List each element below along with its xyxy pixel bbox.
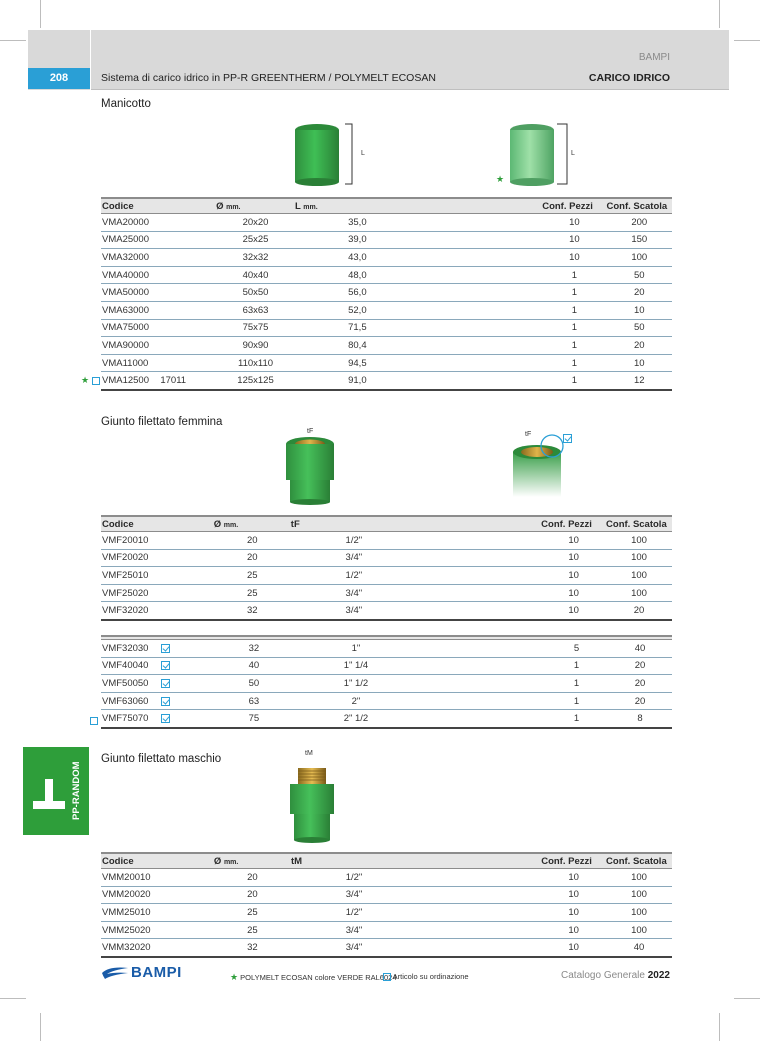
cell-d: 90x90 (216, 337, 295, 355)
row-markers (81, 375, 100, 386)
cell-d: 75x75 (216, 319, 295, 337)
cell-extra (160, 284, 216, 302)
star-icon: ★ (81, 375, 90, 385)
cell-pcs: 10 (542, 249, 606, 267)
cell-box: 100 (606, 886, 672, 904)
cell-d: 20x20 (216, 214, 295, 232)
cell-code: VMF25020 (101, 584, 160, 602)
legend-box: Articolo su ordinazione (383, 972, 469, 981)
cell-box: 100 (606, 904, 672, 922)
cell-pcs: 1 (542, 354, 606, 372)
cell-pcs: 10 (541, 886, 606, 904)
cell-code: VMA20000 (101, 214, 160, 232)
cell-d: 25 (214, 904, 291, 922)
cell-code: VMF20020 (101, 549, 160, 567)
cell-code: VMF50050 (101, 675, 161, 693)
cell-code: VMA63000 (101, 301, 160, 319)
cell-pcs: 1 (542, 372, 606, 390)
cell-code: VMA75000 (101, 319, 160, 337)
cell-d: 20 (214, 869, 291, 887)
cell-extra (160, 319, 216, 337)
cell-code: VMF32020 (101, 602, 160, 620)
table-row (101, 921, 672, 939)
cell-d: 110x110 (216, 354, 295, 372)
table-row (101, 231, 672, 249)
cell-pcs: 1 (542, 266, 606, 284)
cell-pcs: 10 (541, 869, 606, 887)
cell-t: 1" 1/4 (293, 657, 420, 675)
cell-code: VMM20020 (101, 886, 161, 904)
checkbox-icon (161, 714, 170, 723)
cell-box: 50 (606, 266, 672, 284)
checkbox-icon (161, 644, 170, 653)
cell-box: 10 (606, 301, 672, 319)
table-row (101, 640, 672, 658)
cell-t: 3/4" (291, 584, 417, 602)
cell-d: 40x40 (216, 266, 295, 284)
cell-pcs: 5 (545, 640, 608, 658)
cell-extra: 17011 (160, 372, 216, 390)
table-row (101, 904, 672, 922)
manicotto-table: Codice Ø mm. L mm. Conf. Pezzi Conf. Scatola VMA20000 20x20 35,0 10 200 VMA25000 25x25 39,0 10 150 VMA32000 32x32 43,0 10 100 VMA40000 40x40 48,0 1 50 VMA50000 50x50 56,0 1 20 VMA63000 63x63 52,0 1 10 VMA75000 75x75 71,5 1 50 VMA90000 90x90 80,4 1 20 VMA11000 110x110 94,5 1 10 VMA12500 17011 125x125 91,0 1 12 (101, 197, 672, 391)
crop-mark (40, 0, 41, 28)
cell-pcs: 10 (541, 904, 606, 922)
cell-pcs: 10 (542, 231, 606, 249)
header-brand: BAMPI (638, 52, 670, 63)
cell-code: VMF32030 (101, 640, 161, 658)
row-markers (90, 712, 98, 730)
order-box-icon (90, 717, 98, 725)
cell-code: VMM25010 (101, 904, 161, 922)
cell-l: 43,0 (295, 249, 420, 267)
header-subtitle: Sistema di carico idrico in PP-R GREENTHERM / POLYMELT ECOSAN (101, 72, 436, 84)
cell-extra (160, 231, 216, 249)
cell-code: VMM25020 (101, 921, 161, 939)
cell-d: 20 (214, 532, 291, 550)
femmina-title: Giunto filettato femmina (101, 416, 223, 428)
cell-d: 75 (215, 710, 292, 728)
cell-box: 40 (608, 640, 672, 658)
cell-t: 2" 1/2 (293, 710, 420, 728)
cell-code: VMF20010 (101, 532, 160, 550)
side-tab (23, 747, 89, 835)
cell-box: 20 (608, 692, 672, 710)
table-row (101, 567, 672, 585)
cell-pcs: 1 (542, 319, 606, 337)
femmina-table: Codice Ø mm. tF Conf. Pezzi Conf. Scatola VMF20010 20 1/2" 10 100 VMF20020 20 3/4" 10 100 VMF25010 25 1/2" 10 100 VMF25020 25 3/4" 10 100 VMF32020 32 3/4" 10 20 (101, 515, 672, 621)
cell-pcs: 1 (542, 337, 606, 355)
cell-t: 1/2" (291, 904, 417, 922)
dim-label-tf: tF (307, 428, 314, 435)
cell-t: 3/4" (291, 549, 417, 567)
cell-pcs: 10 (541, 602, 606, 620)
table-row (101, 939, 672, 957)
table-row (101, 266, 672, 284)
table-row (101, 710, 672, 728)
table-row (101, 549, 672, 567)
cell-code: VMA12500 (101, 372, 160, 390)
cell-d: 25x25 (216, 231, 295, 249)
cell-code: VMA40000 (101, 266, 160, 284)
manicotto-image-1 (290, 120, 380, 190)
cell-extra (160, 301, 216, 319)
cell-pcs: 1 (545, 657, 608, 675)
cell-l: 80,4 (295, 337, 420, 355)
cell-code: VMF75070 (101, 710, 161, 728)
cell-d: 32 (214, 602, 291, 620)
cell-d: 25 (214, 584, 291, 602)
cell-pcs: 1 (545, 710, 608, 728)
cell-t: 1/2" (291, 869, 417, 887)
cell-l: 39,0 (295, 231, 420, 249)
table-row (101, 657, 672, 675)
cell-box: 8 (608, 710, 672, 728)
cell-pcs: 1 (542, 301, 606, 319)
cell-box: 12 (606, 372, 672, 390)
crop-mark (0, 998, 26, 999)
cell-extra (160, 337, 216, 355)
cell-pcs: 10 (541, 584, 606, 602)
cell-pcs: 1 (545, 675, 608, 693)
cell-box: 10 (606, 354, 672, 372)
cell-l: 56,0 (295, 284, 420, 302)
cell-l: 71,5 (295, 319, 420, 337)
table-row (101, 372, 672, 390)
cell-d: 63x63 (216, 301, 295, 319)
cell-pcs: 10 (541, 567, 606, 585)
table-row (101, 301, 672, 319)
cell-code: VMA90000 (101, 337, 160, 355)
cell-extra (160, 354, 216, 372)
cell-box: 20 (606, 284, 672, 302)
footer-brand: BAMPI (131, 964, 182, 981)
side-tab-label: PP-RANDOM (71, 761, 82, 821)
cell-d: 25 (214, 567, 291, 585)
cell-box: 200 (606, 214, 672, 232)
cell-code: VMA11000 (101, 354, 160, 372)
star-icon: ★ (496, 174, 505, 184)
cell-t: 3/4" (291, 939, 417, 957)
cell-d: 63 (215, 692, 292, 710)
cell-l: 48,0 (295, 266, 420, 284)
table-row (101, 319, 672, 337)
cell-t: 3/4" (291, 602, 417, 620)
cell-pcs: 10 (541, 921, 606, 939)
cell-d: 50x50 (216, 284, 295, 302)
cell-l: 35,0 (295, 214, 420, 232)
table-row (101, 354, 672, 372)
cell-code: VMA25000 (101, 231, 160, 249)
table-row (101, 886, 672, 904)
table-row (101, 602, 672, 620)
cell-t: 1/2" (291, 567, 417, 585)
maschio-table: Codice Ø mm. tM Conf. Pezzi Conf. Scatola VMM20010 20 1/2" 10 100 VMM20020 20 3/4" 10 100 VMM25010 25 1/2" 10 100 VMM25020 25 3/4" 10 100 VMM32020 32 3/4" 10 40 (101, 852, 672, 958)
cell-pcs: 10 (541, 532, 606, 550)
table-row (101, 869, 672, 887)
cell-t: 2" (293, 692, 420, 710)
checkbox-icon (161, 679, 170, 688)
section-title: CARICO IDRICO (588, 72, 670, 84)
cell-code: VMA32000 (101, 249, 160, 267)
checkbox-icon (161, 661, 170, 670)
dim-label-l: L (571, 150, 575, 157)
tee-fitting-icon (31, 777, 67, 813)
cell-pcs: 1 (545, 692, 608, 710)
cell-d: 32 (214, 939, 291, 957)
table-row (101, 584, 672, 602)
cell-t: 1" 1/2 (293, 675, 420, 693)
cell-pcs: 1 (542, 284, 606, 302)
cell-d: 40 (215, 657, 292, 675)
cell-d: 125x125 (216, 372, 295, 390)
cell-d: 20 (214, 549, 291, 567)
cell-code: VMF40040 (101, 657, 161, 675)
table-row (101, 249, 672, 267)
checkbox-icon (563, 434, 572, 443)
table-row (101, 337, 672, 355)
cell-t: 3/4" (291, 886, 417, 904)
cell-pcs: 10 (541, 549, 606, 567)
cell-box: 50 (606, 319, 672, 337)
cell-extra (160, 214, 216, 232)
page-number: 208 (28, 68, 90, 89)
cell-box: 20 (606, 602, 672, 620)
cell-box: 20 (608, 675, 672, 693)
cell-code: VMF63060 (101, 692, 161, 710)
cell-box: 100 (606, 532, 672, 550)
crop-mark (719, 1013, 720, 1041)
cell-code: VMM20010 (101, 869, 161, 887)
cell-t: 1" (293, 640, 420, 658)
maschio-title: Giunto filettato maschio (101, 753, 222, 765)
cell-code: VMF25010 (101, 567, 160, 585)
femmina-table-2 (101, 635, 672, 729)
cell-box: 100 (606, 567, 672, 585)
cell-pcs: 10 (542, 214, 606, 232)
bampi-logo-icon (101, 966, 129, 980)
cell-box: 20 (606, 337, 672, 355)
cell-t: 3/4" (291, 921, 417, 939)
table-row (101, 692, 672, 710)
cell-l: 91,0 (295, 372, 420, 390)
order-box-icon (383, 973, 391, 981)
cell-box: 40 (606, 939, 672, 957)
crop-mark (0, 40, 26, 41)
cell-code: VMM32020 (101, 939, 161, 957)
femmina-image-2 (505, 430, 585, 500)
dim-label-tf: tF (525, 431, 532, 438)
cell-d: 25 (214, 921, 291, 939)
cell-t: 1/2" (291, 532, 417, 550)
crop-mark (40, 1013, 41, 1041)
cell-pcs: 10 (541, 939, 606, 957)
manicotto-image-2 (505, 120, 595, 190)
crop-mark (734, 40, 760, 41)
table-row (101, 284, 672, 302)
crop-mark (719, 0, 720, 28)
table-row (101, 214, 672, 232)
cell-box: 20 (608, 657, 672, 675)
cell-box: 100 (606, 921, 672, 939)
dim-label-tm: tM (305, 750, 313, 757)
table-row (101, 675, 672, 693)
order-box-icon (92, 377, 100, 385)
star-icon: ★ (230, 972, 239, 982)
cell-box: 100 (606, 249, 672, 267)
cell-extra (160, 266, 216, 284)
footer-catalog: Catalogo Generale 2022 (561, 970, 670, 981)
manicotto-title: Manicotto (101, 98, 151, 110)
cell-d: 20 (214, 886, 291, 904)
checkbox-icon (161, 697, 170, 706)
dim-label-l: L (361, 150, 365, 157)
crop-mark (734, 998, 760, 999)
cell-box: 100 (606, 869, 672, 887)
femmina-image-1 (278, 430, 348, 510)
cell-extra (160, 249, 216, 267)
cell-l: 94,5 (295, 354, 420, 372)
legend-star: ★ POLYMELT ECOSAN colore VERDE RAL6024 (230, 972, 397, 982)
table-row (101, 532, 672, 550)
cell-d: 32x32 (216, 249, 295, 267)
cell-box: 100 (606, 549, 672, 567)
cell-d: 50 (215, 675, 292, 693)
cell-code: VMA50000 (101, 284, 160, 302)
cell-d: 32 (215, 640, 292, 658)
cell-box: 100 (606, 584, 672, 602)
maschio-image (282, 758, 342, 848)
cell-box: 150 (606, 231, 672, 249)
cell-l: 52,0 (295, 301, 420, 319)
